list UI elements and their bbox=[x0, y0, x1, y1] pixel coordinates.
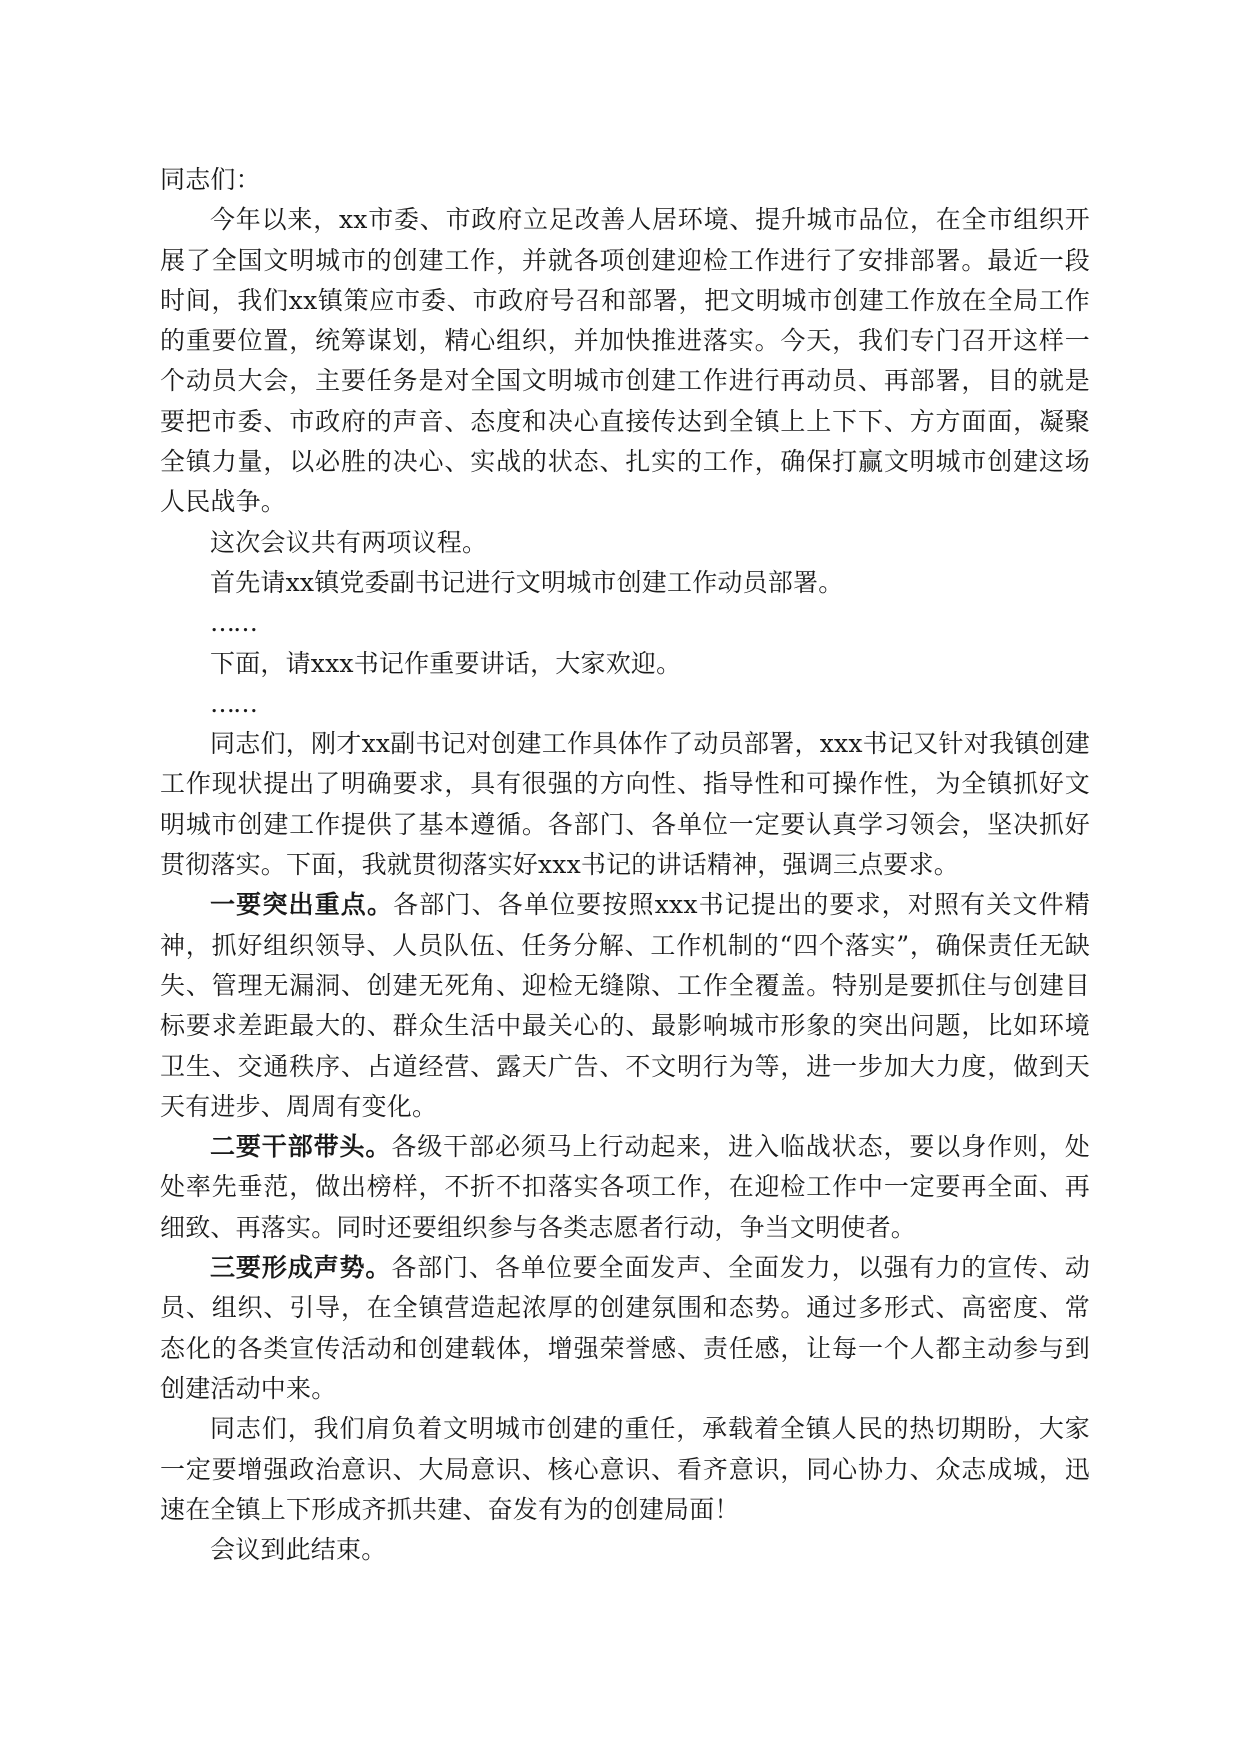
closing-call-paragraph: 同志们，我们肩负着文明城市创建的重任，承载着全镇人民的热切期盼，大家一定要增强政治意识、大局意识、核心意识、看齐意识，同心协力、众志成城，迅速在全镇上下形成齐抓共建、奋发有为的创建局面！ bbox=[160, 1414, 1090, 1524]
point-2-heading: 二要干部带头。 bbox=[210, 1132, 392, 1162]
point-1-heading: 一要突出重点。 bbox=[210, 890, 394, 920]
point-2-paragraph bbox=[160, 1127, 1090, 1248]
point-1-body: 各部门、各单位要按照xxx书记提出的要求，对照有关文件精神，抓好组织领导、人员队伍、任务分解、工作机制的“四个落实”，确保责任无缺失、管理无漏洞、创建无死角、迎检无缝隙、工作全覆盖。特别是要抓住与创建目标要求差距最大的、群众生活中最关心的、最影响城市形象的突出问题，比如环境卫生、交通秩序、占道经营、露天广告、不文明行为等，进一步加大力度，做到天天有进步、周周有变化。 bbox=[160, 890, 1090, 1121]
document-body bbox=[160, 160, 1090, 1570]
intro-paragraph: 今年以来，xx市委、市政府立足改善人居环境、提升城市品位，在全市组织开展了全国文明城市的创建工作，并就各项创建迎检工作进行了安排部署。最近一段时间，我们xx镇策应市委、市政府号召和部署，把文明城市创建工作放在全局工作的重要位置，统筹谋划，精心组织，并加快推进落实。今天，我们专门召开这样一个动员大会，主要任务是对全国文明城市创建工作进行再动员、再部署，目的就是要把市委、市政府的声音、态度和决心直接传达到全镇上上下下、方方面面，凝聚全镇力量，以必胜的决心、实战的状态、扎实的工作，确保打赢文明城市创建这场人民战争。 bbox=[160, 205, 1090, 517]
salutation: 同志们： bbox=[160, 165, 261, 194]
closing-paragraph: 会议到此结束。 bbox=[210, 1535, 387, 1565]
second-agenda-item: 下面，请xxx书记作重要讲话，大家欢迎。 bbox=[210, 648, 682, 678]
point-3-heading: 三要形成声势。 bbox=[210, 1253, 392, 1283]
agenda-paragraph: 这次会议共有两项议程。 bbox=[210, 527, 488, 557]
summary-paragraph: 同志们，刚才xx副书记对创建工作具体作了动员部署，xxx书记又针对我镇创建工作现状提出了明确要求，具有很强的方向性、指导性和可操作性，为全镇抓好文明城市创建工作提供了基本遵循。各部门、各单位一定要认真学习领会，坚决抓好贯彻落实。下面，我就贯彻落实好xxx书记的讲话精神，强调三点要求。 bbox=[160, 729, 1090, 880]
point-3-body: 各部门、各单位要全面发声、全面发力，以强有力的宣传、动员、组织、引导，在全镇营造起浓厚的创建氛围和态势。通过多形式、高密度、常态化的各类宣传活动和创建载体，增强荣誉感、责任感，让每一个人都主动参与到创建活动中来。 bbox=[160, 1253, 1090, 1403]
ellipsis-1: …… bbox=[210, 608, 256, 638]
point-3-paragraph bbox=[160, 1248, 1090, 1409]
first-agenda-item: 首先请xx镇党委副书记进行文明城市创建工作动员部署。 bbox=[210, 567, 844, 597]
point-2-body: 各级干部必须马上行动起来，进入临战状态，要以身作则，处处率先垂范，做出榜样，不折不扣落实各项工作，在迎检工作中一定要再全面、再细致、再落实。同时还要组织参与各类志愿者行动，争当文明使者。 bbox=[160, 1132, 1090, 1242]
point-1-paragraph bbox=[160, 885, 1090, 1127]
ellipsis-2: …… bbox=[210, 688, 256, 718]
